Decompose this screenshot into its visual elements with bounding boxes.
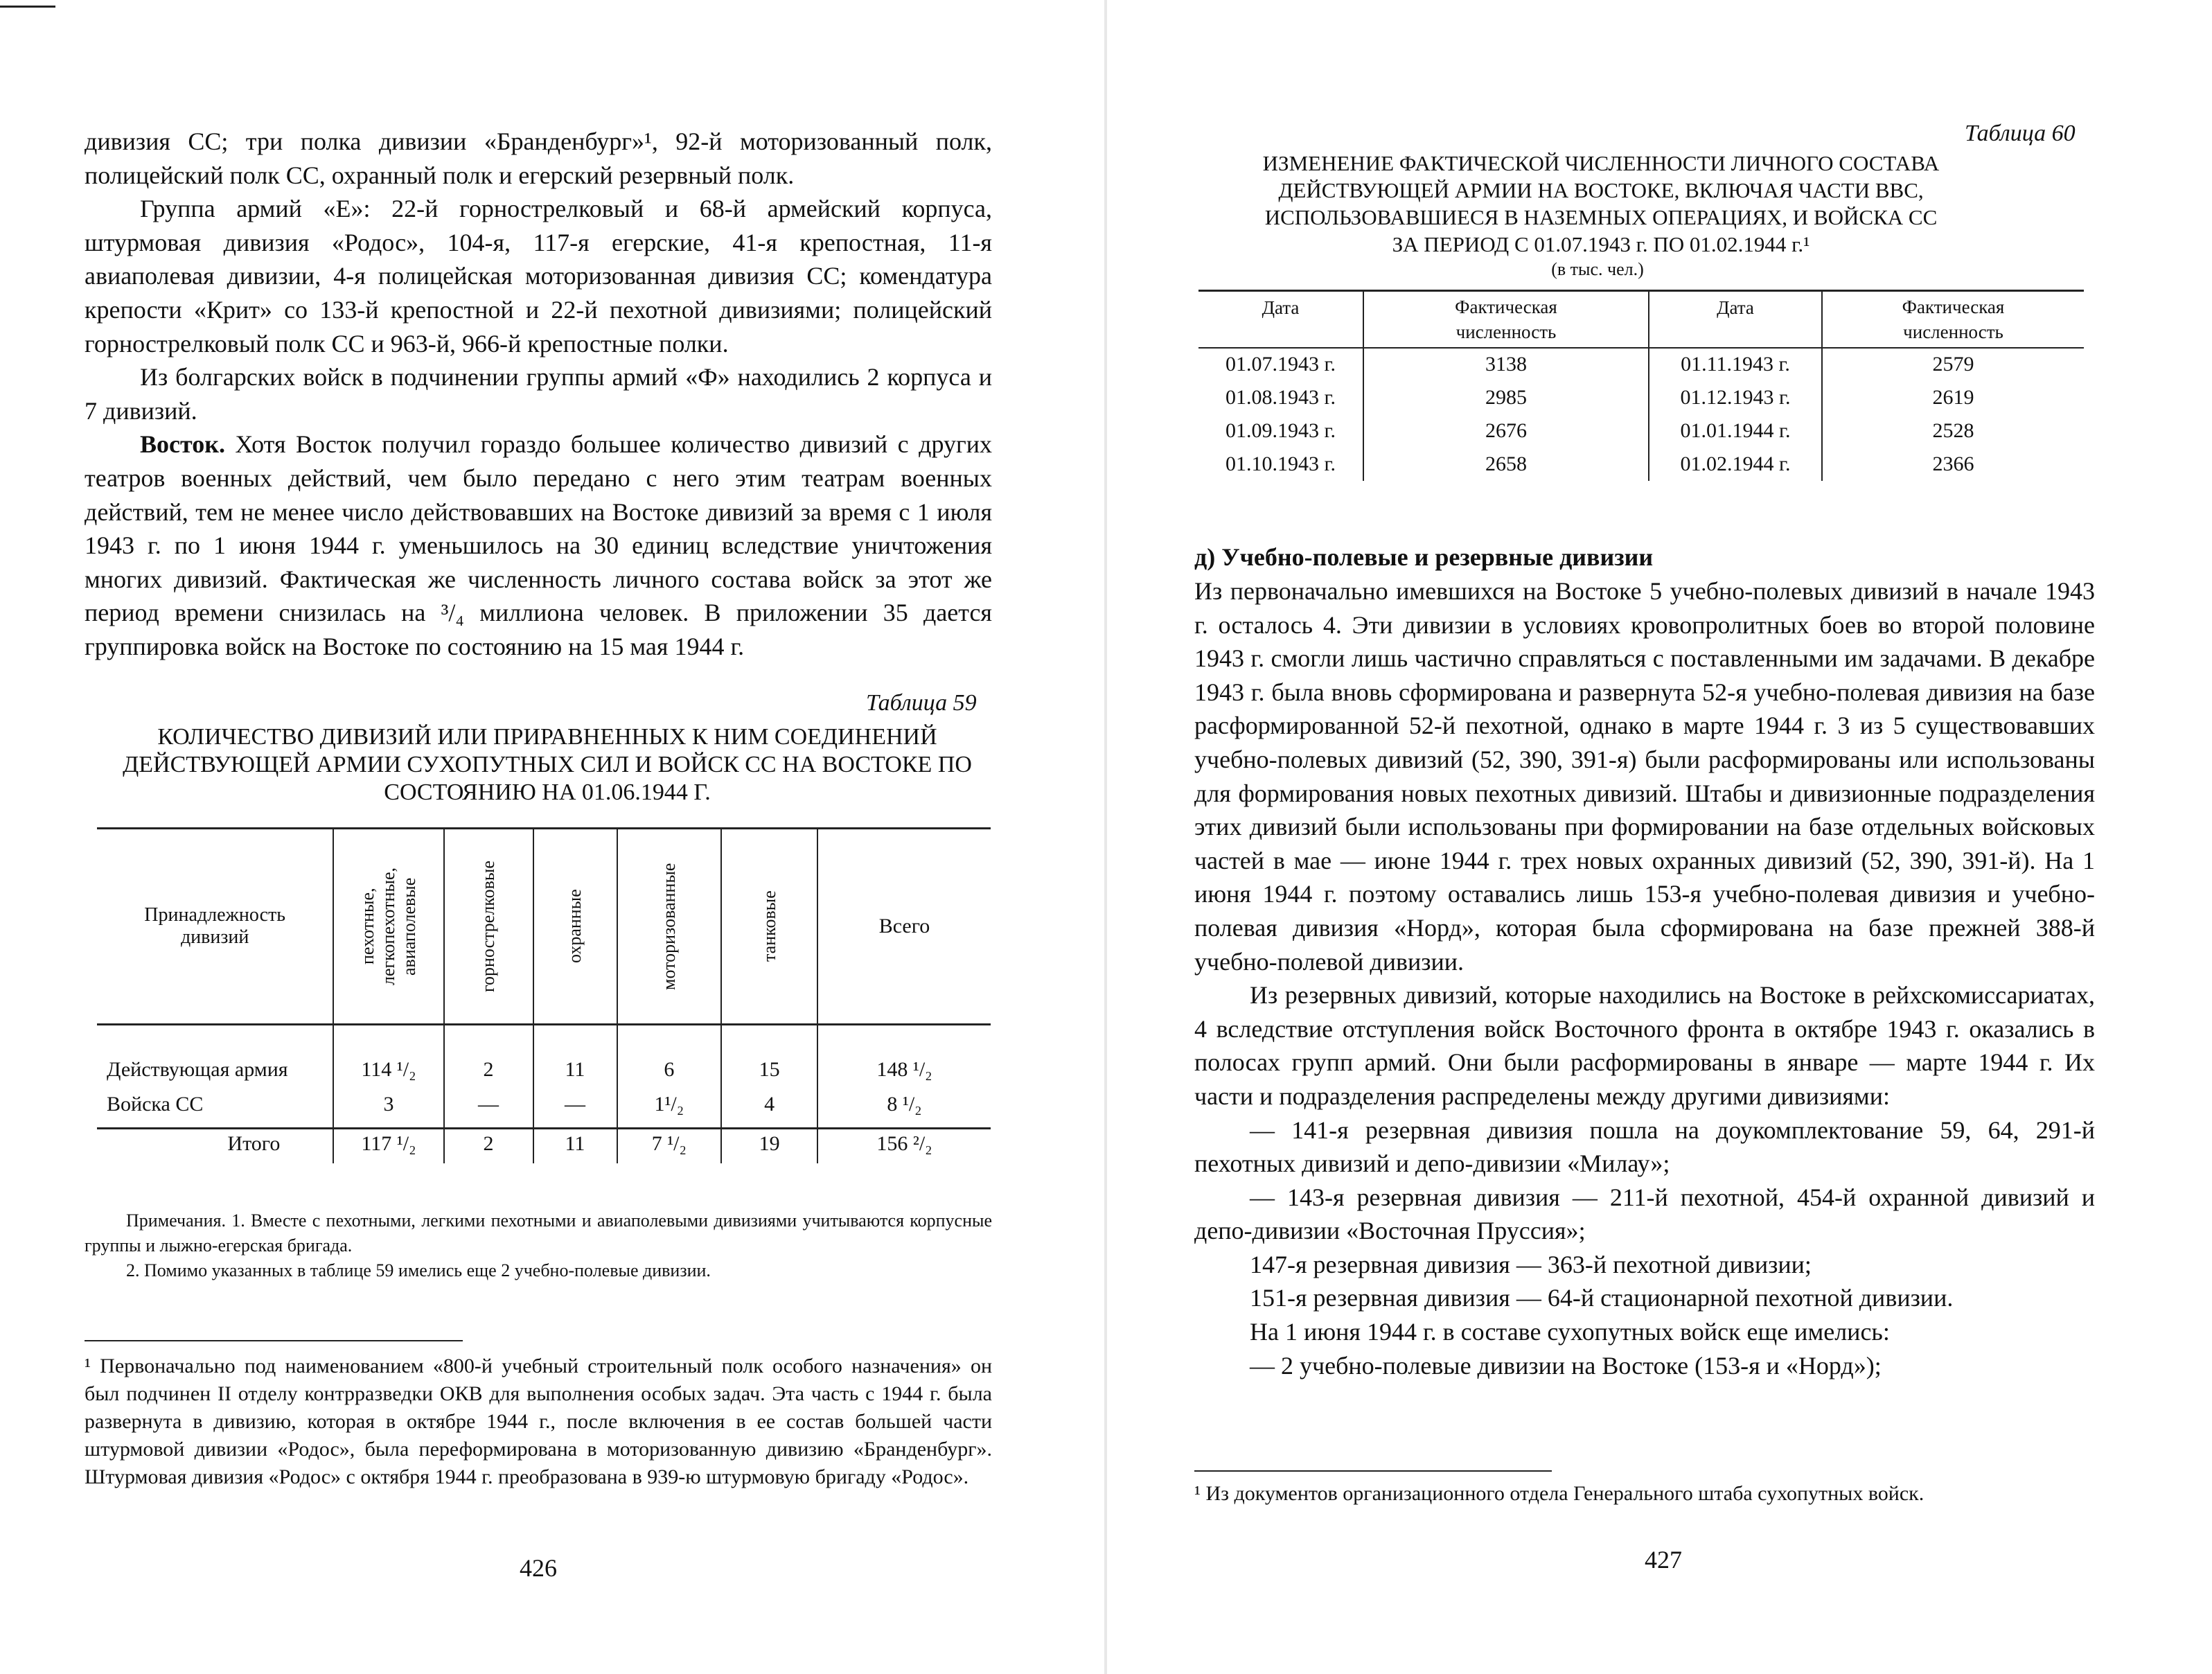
table-60-title-line: ЗА ПЕРИОД С 01.07.1943 г. ПО 01.02.1944 г.¹ [1392,232,1810,256]
date-cell: 01.02.1944 г. [1649,448,1822,481]
left-footnote: ¹ Первоначально под наименованием «800-й учебный строительный полк особого назначения» он был подчинен II отделу контрразведки ОКВ для выполнения особых задач. Эта часть с 1944 г. была развернута в дивизию, которая в октябре 1944 г., после включения в ее состав большей части штурмовой дивизии «Родос», была переформирована в моторизованную дивизию «Бранденбург». Штурмовая дивизия «Родос» с октября 1944 г. преобразована в 939-ю штурмовую бригаду «Родос». [85,1355,992,1488]
table-cell: 2 [444,1129,533,1163]
table-cell: 148 ¹/₂ [817,1025,991,1087]
table-cell: 117 ¹/₂ [333,1129,443,1163]
corner-rule [0,6,55,8]
table-59-header-total: Всего [817,829,991,1025]
date-cell: 01.08.1943 г. [1226,385,1336,409]
table-59-header-col-1: пехотные, легкопехотные, авиаполевые [333,829,443,1025]
right-footnote: ¹ Из документов организационного отдела Генерального штаба сухопутных войск. [1194,1482,1925,1505]
table-note: Примечания. 1. Вместе с пехотными, легкими пехотными и авиаполевыми дивизиями учитываются корпусные группы и лыжно-егерская бригада. [85,1210,992,1256]
table-59-header-col-5: танковые [721,829,817,1025]
date-cell: 01.01.1944 г. [1649,414,1822,448]
right-paragraph: — 141-я резервная дивизия пошла на доукомплектование 59, 64, 291-й пехотных дивизий и депо-дивизии «Милау»; [1194,1116,2095,1178]
table-cell: 2 [444,1025,533,1087]
table-60-header-date-1: Дата [1262,297,1300,318]
table-row [1198,448,2084,481]
table-cell: 3 [333,1087,443,1129]
table-60-label: Таблица 60 [1965,121,2076,146]
value-cell: 2985 [1363,381,1649,414]
footnote-rule [85,1340,463,1341]
right-paragraph: Из первоначально имевшихся на Востоке 5 учебно-полевых дивизий в начале 1943 г. осталось 4. Эти дивизии в условиях кровопролитных боев во второй половине 1943 г. смогли лишь частично справляться с поставленными им задачами. В декабре 1943 г. была вновь сформирована и развернута 52-я учебно-полевая дивизия на базе расформированной 52-й пехотной, однако в марте 1944 г. 3 из 5 существовавших учебно-полевых дивизий (52, 390, 391-я) были расформированы или использованы для формирования новых пехотных дивизий. Штабы и дивизионные подразделения этих дивизий были использованы при формировании на базе отдельных войсковых частей в мае — июне 1944 г. трех новых охранных дивизий (52, 390, 391-й). На 1 июня 1944 г. поэтому оставались лишь 153-я учебно-полевая дивизия и учебно-полевая дивизия «Норд», которая была сформирована на базе прежней 388-й учебно-полевой дивизии. [1194,577,2095,976]
table-59-header-col-2: горнострелковые [444,829,533,1025]
right-page [1106,0,2212,1674]
table-cell: 15 [721,1025,817,1087]
table-60-title-line: ИСПОЛЬЗОВАВШИЕСЯ В НАЗЕМНЫХ ОПЕРАЦИЯХ, И ВОЙСКА СС [1264,205,1938,229]
date-cell: 01.12.1943 г. [1649,381,1822,414]
left-body-text [85,125,992,664]
table-60 [1198,290,2084,481]
table-60-header-date-2: Дата [1649,291,1822,348]
table-cell: 19 [721,1129,817,1163]
left-paragraph: Восток. Хотя Восток получил гораздо большее количество дивизий с других театров военных действий, чем было передано с него этим театрам военных действий, тем не менее число действовавших на Востоке дивизий за время с 1 июля 1943 г. по 1 июня 1944 г. уменьшилось на 30 единиц вследствие уничтожения многих дивизий. Фактическая же численность личного состава войск за этот же период времени снизилась на ³/₄ миллиона человек. В приложении 35 дается группировка войск на Востоке по состоянию на 15 мая 1944 г. [85,430,992,660]
date-cell: 01.11.1943 г. [1649,348,1822,381]
table-cell: 114 ¹/₂ [333,1025,443,1087]
table-cell: 7 ¹/₂ [617,1129,722,1163]
page-number-right: 427 [1645,1546,1682,1574]
value-cell: 2658 [1363,448,1649,481]
right-paragraph: — 143-я резервная дивизия — 211-й пехотной, 454-й охранной дивизий и депо-дивизии «Восточная Пруссия»; [1194,1183,2095,1245]
table-cell: 11 [533,1129,617,1163]
table-60-header-strength-1: Фактическая численность [1363,291,1649,348]
value-cell: 3138 [1363,348,1649,381]
table-row [1198,414,2084,448]
table-59-header-col-4: моторизованные [617,829,722,1025]
value-cell: 2528 [1822,414,2084,448]
row-label: Итого [227,1131,281,1155]
value-cell: 2366 [1822,448,2084,481]
left-paragraph: Из болгарских войск в подчинении группы армий «Ф» находились 2 корпуса и 7 дивизий. [85,363,992,425]
table-59 [97,827,991,1163]
table-60-header-strength-2: Фактическая численность [1822,291,2084,348]
right-paragraph: Из резервных дивизий, которые находились на Востоке в рейхскомиссариатах, 4 вследствие отступления войск Восточного фронта в октябре 1943 г. оказались в полосах групп армий. Они были расформированы в январе — марте 1944 г. Их части и подразделения распределены между другими дивизиями: [1194,981,2095,1110]
table-cell: 6 [617,1025,722,1087]
table-60-units: (в тыс. чел.) [1551,259,1644,279]
section-heading [1194,540,2095,574]
table-59-label: Таблица 59 [866,690,977,716]
table-59-header-col-3: охранные [533,829,617,1025]
left-paragraph: Группа армий «Е»: 22-й горнострелковый и 68-й армейский корпуса, штурмовая дивизия «Родос», 104-я, 117-я егерские, 41-я крепостная, 11-я авиаполевая дивизии, 4-я полицейская моторизованная дивизия СС; комендатура крепости «Крит» со 133-й крепостной и 22-й пехотной дивизиями; полицейский горнострелковый полк СС и 963-й, 966-й крепостные полки. [85,195,992,358]
table-cell: 11 [533,1025,617,1087]
date-cell: 01.09.1943 г. [1226,418,1336,442]
left-paragraph: дивизия СС; три полка дивизии «Бранденбург»¹, 92-й моторизованный полк, полицейский полк СС, охранный полк и егерский резервный полк. [85,127,992,189]
table-cell: 4 [721,1087,817,1129]
table-row [97,1129,991,1163]
date-cell: 01.10.1943 г. [1226,452,1336,475]
section-heading-text: д) Учебно-полевые и резервные дивизии [1194,543,1654,571]
table-cell: 1¹/₂ [617,1087,722,1129]
table-row [1198,348,2084,381]
table-cell: 156 ²/₂ [817,1129,991,1163]
right-paragraph: На 1 июня 1944 г. в составе сухопутных войск еще имелись: [1250,1318,1890,1346]
table-note: 2. Помимо указанных в таблице 59 имелись еще 2 учебно-полевые дивизии. [126,1260,711,1280]
table-cell: — [533,1087,617,1129]
table-59-notes [85,1208,992,1283]
right-body-text [1194,574,2095,1382]
row-label: Войска СС [107,1093,204,1116]
table-cell: — [444,1087,533,1129]
row-label: Действующая армия [107,1057,288,1081]
run-in-heading: Восток. [140,430,225,459]
table-cell: 8 ¹/₂ [817,1087,991,1129]
right-paragraph: — 2 учебно-полевые дивизии на Востоке (153-я и «Норд»); [1250,1351,1882,1380]
table-row [97,1025,991,1087]
table-row [97,1087,991,1129]
table-59-header-affiliation: Принадлежность дивизий [144,904,286,948]
date-cell: 01.07.1943 г. [1226,353,1336,376]
page-number-left: 426 [520,1554,557,1582]
table-row [1198,381,2084,414]
table-60-title [1196,150,2006,258]
footnote-rule-right [1194,1470,1552,1472]
table-59-title: КОЛИЧЕСТВО ДИВИЗИЙ ИЛИ ПРИРАВНЕННЫХ К НИМ СОЕДИНЕНИЙ ДЕЙСТВУЮЩЕЙ АРМИИ СУХОПУТНЫХ СИЛ И ВОЙСК СС НА ВОСТОКЕ ПО СОСТОЯНИЮ НА 01.06.1944 Г. [123,724,972,805]
right-paragraph: 147-я резервная дивизия — 363-й пехотной дивизии; [1250,1250,1812,1278]
value-cell: 2676 [1363,414,1649,448]
value-cell: 2619 [1822,381,2084,414]
right-paragraph: 151-я резервная дивизия — 64-й стационарной пехотной дивизии. [1250,1284,1954,1312]
table-60-title-line: ДЕЙСТВУЮЩЕЙ АРМИИ НА ВОСТОКЕ, ВКЛЮЧАЯ ЧАСТИ ВВС, [1278,178,1924,202]
table-60-title-line: ИЗМЕНЕНИЕ ФАКТИЧЕСКОЙ ЧИСЛЕННОСТИ ЛИЧНОГО СОСТАВА [1262,151,1940,175]
value-cell: 2579 [1822,348,2084,381]
